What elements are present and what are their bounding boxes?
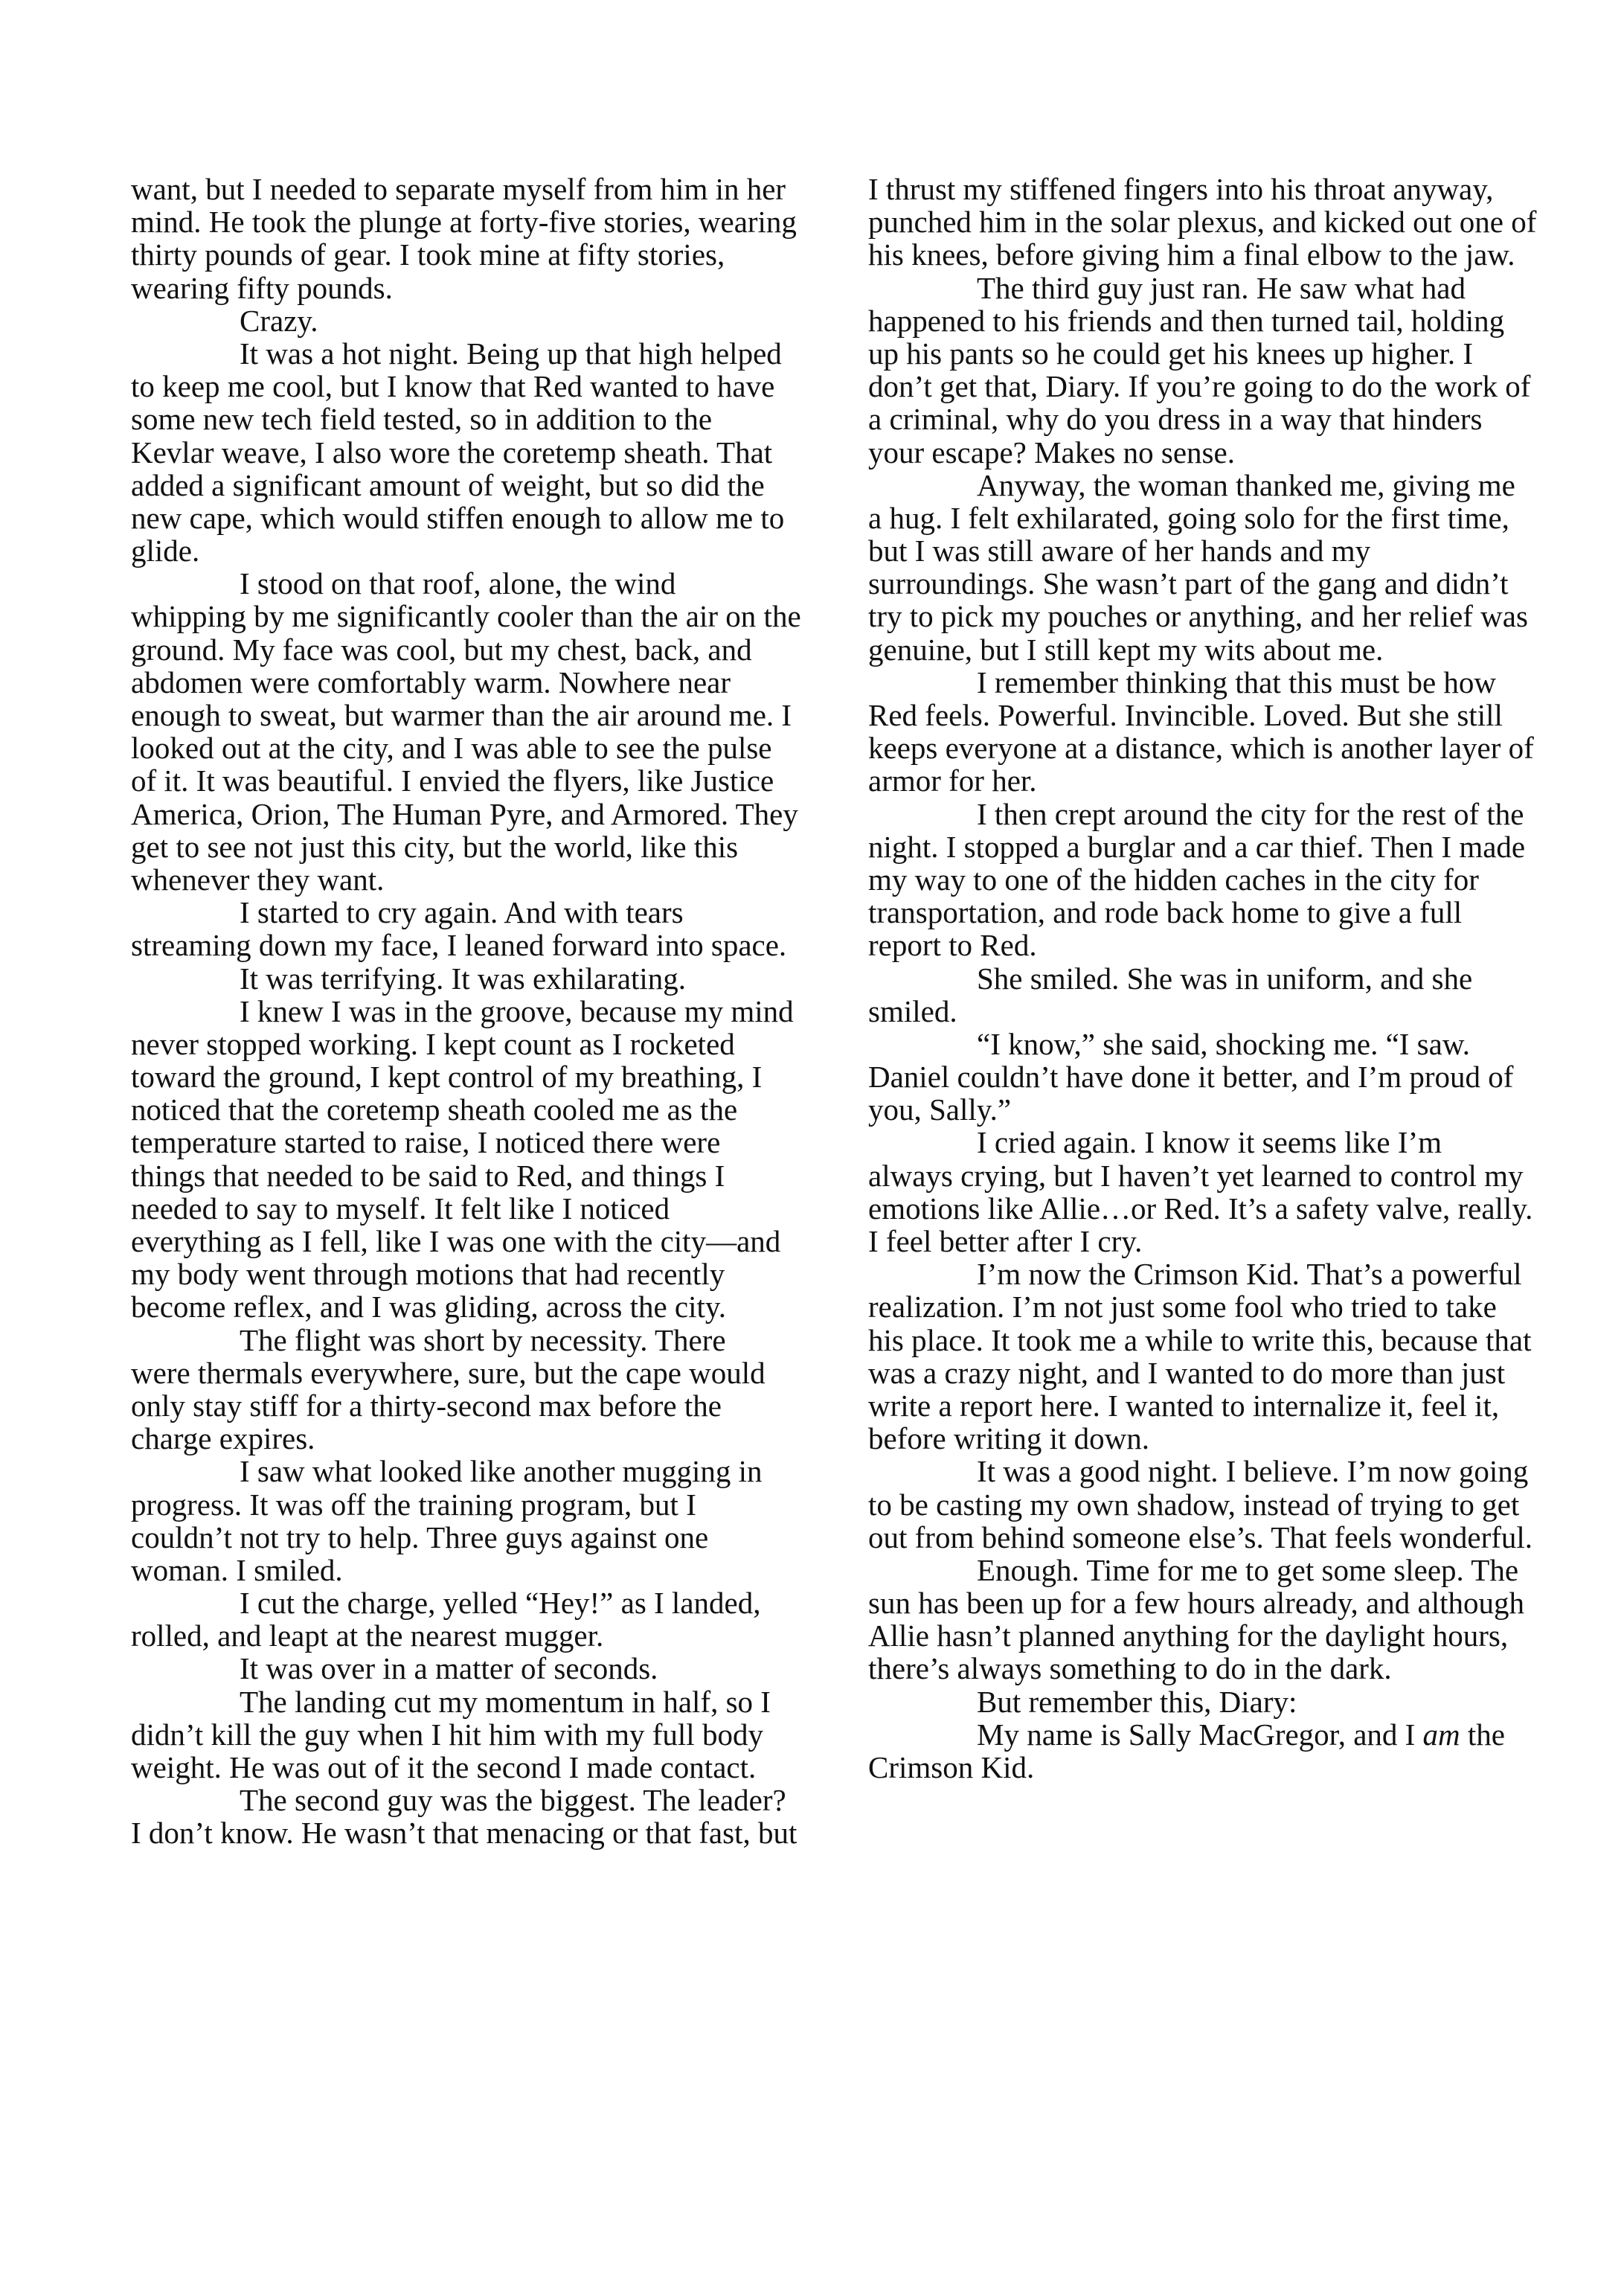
emphasized-text: am bbox=[1422, 1717, 1460, 1752]
text-line: whipping by me significantly cooler than the air on the bbox=[131, 599, 801, 634]
paragraph bbox=[131, 1455, 786, 1586]
text-line: I thrust my stiffened fingers into his throat anyway, bbox=[868, 172, 1494, 206]
text-line: It was a good night. I believe. I’m now going bbox=[977, 1454, 1529, 1489]
paragraph bbox=[868, 272, 1538, 469]
text-line: I stood on that roof, alone, the wind bbox=[240, 566, 676, 601]
paragraph bbox=[131, 1324, 786, 1455]
text-line: The third guy just ran. He saw what had bbox=[977, 270, 1466, 305]
text-line: I remember thinking that this must be how bbox=[977, 664, 1497, 699]
text-line: whenever they want. bbox=[131, 862, 385, 897]
text-line: some new tech field tested, so in addition to the bbox=[131, 402, 713, 437]
text-line: weight. He was out of it the second I made contact. bbox=[131, 1750, 757, 1784]
text-line: progress. It was off the training program, but I bbox=[131, 1487, 696, 1522]
text-line: I cried again. I know it seems like I’m bbox=[977, 1125, 1442, 1160]
text-line: night. I stopped a burglar and a car thief. Then I made bbox=[868, 829, 1526, 864]
text-line: needed to say to myself. It felt like I noticed bbox=[131, 1191, 670, 1226]
text-line: The second guy was the biggest. The leader? bbox=[240, 1783, 786, 1818]
paragraph bbox=[868, 1028, 1538, 1127]
text-line: I cut the charge, yelled “Hey!” as I landed, bbox=[240, 1586, 761, 1621]
text-line: my way to one of the hidden caches in the city for bbox=[868, 862, 1479, 897]
text-line: But remember this, Diary: bbox=[977, 1684, 1297, 1719]
text-line: didn’t kill the guy when I hit him with my full body bbox=[131, 1717, 763, 1752]
text-line: abdomen were comfortably warm. Nowhere near bbox=[131, 664, 731, 699]
paragraph bbox=[868, 798, 1538, 962]
text-line: The flight was short by necessity. There bbox=[240, 1322, 726, 1357]
text-line: but I was still aware of her hands and my bbox=[868, 534, 1371, 568]
text-line: Red feels. Powerful. Invincible. Loved. But she still bbox=[868, 698, 1503, 732]
text-line: report to Red. bbox=[868, 928, 1037, 963]
text-line: my body went through motions that had recently bbox=[131, 1257, 725, 1292]
text-line: toward the ground, I kept control of my breathing, I bbox=[131, 1060, 763, 1095]
text-line: ground. My face was cool, but my chest, back, and bbox=[131, 632, 752, 667]
text-line: to keep me cool, but I know that Red wanted to have bbox=[131, 369, 775, 404]
paragraph bbox=[868, 1455, 1538, 1554]
text-line: genuine, but I still kept my wits about me. bbox=[868, 632, 1384, 667]
text-line: of it. It was beautiful. I envied the flyers, like Justice bbox=[131, 763, 774, 798]
text-line: were thermals everywhere, sure, but the cape would bbox=[131, 1355, 766, 1390]
paragraph bbox=[131, 1783, 797, 1851]
paragraph bbox=[868, 1126, 1538, 1258]
text-line: noticed that the coretemp sheath cooled me as the bbox=[131, 1092, 738, 1127]
text-line: surroundings. She wasn’t part of the gang and didn’t bbox=[868, 566, 1509, 601]
text-line: transportation, and rode back home to give a full bbox=[868, 895, 1463, 930]
text-line: sun has been up for a few hours already, and although bbox=[868, 1586, 1524, 1621]
paragraph bbox=[131, 1685, 786, 1784]
paragraph bbox=[868, 1258, 1538, 1455]
text-line: America, Orion, The Human Pyre, and Armored. They bbox=[131, 796, 798, 831]
text-line: never stopped working. I kept count as I rocketed bbox=[131, 1026, 735, 1061]
text-line: a criminal, why do you dress in a way that hinders bbox=[868, 402, 1483, 437]
text-line: I’m now the Crimson Kid. That’s a powerful bbox=[977, 1257, 1522, 1292]
text-line: Crimson Kid. bbox=[868, 1750, 1035, 1784]
text-line: “I know,” she said, shocking me. “I saw. bbox=[977, 1026, 1471, 1061]
text-line: I feel better after I cry. bbox=[868, 1224, 1143, 1258]
text-line: I then crept around the city for the rest of the bbox=[977, 796, 1524, 831]
text-line: try to pick my pouches or anything, and her relief was bbox=[868, 599, 1528, 634]
text-segment: My name is Sally MacGregor, and I bbox=[977, 1717, 1423, 1752]
text-line: Daniel couldn’t have done it better, and I’m proud of bbox=[868, 1060, 1514, 1095]
text-line: Enough. Time for me to get some sleep. The bbox=[977, 1552, 1519, 1587]
paragraph bbox=[131, 1652, 786, 1685]
text-line bbox=[868, 1718, 1538, 1751]
paragraph bbox=[868, 1685, 1538, 1718]
text-line: don’t get that, Diary. If you’re going to do the work of bbox=[868, 369, 1531, 404]
paragraph bbox=[868, 1718, 1538, 1784]
text-line: Anyway, the woman thanked me, giving me bbox=[977, 467, 1515, 502]
text-line: happened to his friends and then turned tail, holding bbox=[868, 303, 1505, 338]
text-line: Kevlar weave, I also wore the coretemp sheath. That bbox=[131, 435, 773, 470]
text-line: Allie hasn’t planned anything for the daylight hours, bbox=[868, 1618, 1509, 1653]
text-line: to be casting my own shadow, instead of trying to get bbox=[868, 1487, 1520, 1522]
text-column-left bbox=[131, 172, 801, 1851]
text-line: Crazy. bbox=[240, 303, 318, 338]
text-line: emotions like Allie…or Red. It’s a safety valve, really. bbox=[868, 1191, 1533, 1226]
text-line: always crying, but I haven’t yet learned to control my bbox=[868, 1158, 1524, 1193]
paragraph bbox=[131, 993, 794, 1325]
text-line: there’s always something to do in the dark. bbox=[868, 1651, 1392, 1686]
text-line: punched him in the solar plexus, and kicked out one of bbox=[868, 205, 1537, 240]
text-line: It was a hot night. Being up that high helped bbox=[240, 336, 782, 371]
paragraph bbox=[131, 566, 801, 897]
text-line: It was terrifying. It was exhilarating. bbox=[240, 961, 687, 996]
paragraph bbox=[131, 1586, 786, 1652]
text-line: charge expires. bbox=[131, 1421, 315, 1456]
text-line: It was over in a matter of seconds. bbox=[240, 1651, 658, 1686]
text-line: I started to cry again. And with tears bbox=[240, 895, 684, 930]
text-line: his place. It took me a while to write this, because that bbox=[868, 1322, 1532, 1357]
text-line: his knees, before giving him a final elbow to the jaw. bbox=[868, 237, 1515, 272]
text-line: smiled. bbox=[868, 993, 957, 1028]
text-line: things that needed to be said to Red, and things I bbox=[131, 1158, 725, 1193]
text-line: your escape? Makes no sense. bbox=[868, 435, 1235, 470]
text-line: you, Sally.” bbox=[868, 1092, 1012, 1127]
text-column-right bbox=[868, 173, 1538, 1784]
paragraph bbox=[868, 962, 1538, 1028]
paragraph bbox=[131, 962, 786, 995]
text-line: added a significant amount of weight, but so did the bbox=[131, 467, 765, 502]
paragraph bbox=[131, 896, 786, 961]
paragraph bbox=[868, 666, 1538, 798]
text-line: looked out at the city, and I was able to see the pulse bbox=[131, 731, 772, 766]
text-line: out from behind someone else’s. That feels wonderful. bbox=[868, 1519, 1533, 1554]
text-line: I saw what looked like another mugging in bbox=[240, 1454, 763, 1489]
text-line: get to see not just this city, but the world, like this bbox=[131, 829, 739, 864]
text-line: become reflex, and I was gliding, across the city. bbox=[131, 1290, 726, 1325]
text-line: streaming down my face, I leaned forward into space. bbox=[131, 928, 787, 963]
text-line: woman. I smiled. bbox=[131, 1552, 343, 1587]
text-line: write a report here. I wanted to internalize it, feel it, bbox=[868, 1388, 1500, 1423]
text-line: The landing cut my momentum in half, so I bbox=[240, 1684, 771, 1719]
text-line: everything as I fell, like I was one with the city—and bbox=[131, 1224, 781, 1258]
text-line: realization. I’m not just some fool who tried to take bbox=[868, 1290, 1497, 1325]
text-line: rolled, and leapt at the nearest mugger. bbox=[131, 1618, 604, 1653]
text-line: I don’t know. He wasn’t that menacing or that fast, but bbox=[131, 1816, 797, 1851]
text-line: thirty pounds of gear. I took mine at fifty stories, bbox=[131, 237, 725, 272]
text-line: I knew I was in the groove, because my mind bbox=[240, 993, 794, 1028]
text-line: couldn’t not try to help. Three guys against one bbox=[131, 1519, 709, 1554]
text-line: temperature started to raise, I noticed there were bbox=[131, 1125, 721, 1160]
paragraph bbox=[868, 469, 1538, 666]
paragraph bbox=[131, 304, 786, 337]
text-line: want, but I needed to separate myself from him in her bbox=[131, 172, 786, 206]
paragraph bbox=[868, 1554, 1538, 1685]
text-line: enough to sweat, but warmer than the air around me. I bbox=[131, 698, 792, 732]
text-line: a hug. I felt exhilarated, going solo for the first time, bbox=[868, 500, 1509, 535]
text-line: glide. bbox=[131, 534, 200, 568]
paragraph bbox=[131, 172, 797, 305]
text-line: new cape, which would stiffen enough to allow me to bbox=[131, 500, 785, 535]
text-line: up his pants so he could get his knees up higher. I bbox=[868, 336, 1474, 371]
text-segment: the bbox=[1460, 1717, 1505, 1752]
text-line: wearing fifty pounds. bbox=[131, 270, 393, 305]
text-line: only stay stiff for a thirty-second max before the bbox=[131, 1388, 722, 1423]
text-line: She smiled. She was in uniform, and she bbox=[977, 961, 1473, 996]
text-line: mind. He took the plunge at forty-five stories, wearing bbox=[131, 205, 797, 240]
paragraph bbox=[868, 173, 1538, 272]
text-line: was a crazy night, and I wanted to do more than just bbox=[868, 1355, 1506, 1390]
text-line: keeps everyone at a distance, which is another layer of bbox=[868, 731, 1534, 766]
text-line: before writing it down. bbox=[868, 1421, 1150, 1456]
text-line: armor for her. bbox=[868, 763, 1037, 798]
paragraph bbox=[131, 337, 786, 567]
